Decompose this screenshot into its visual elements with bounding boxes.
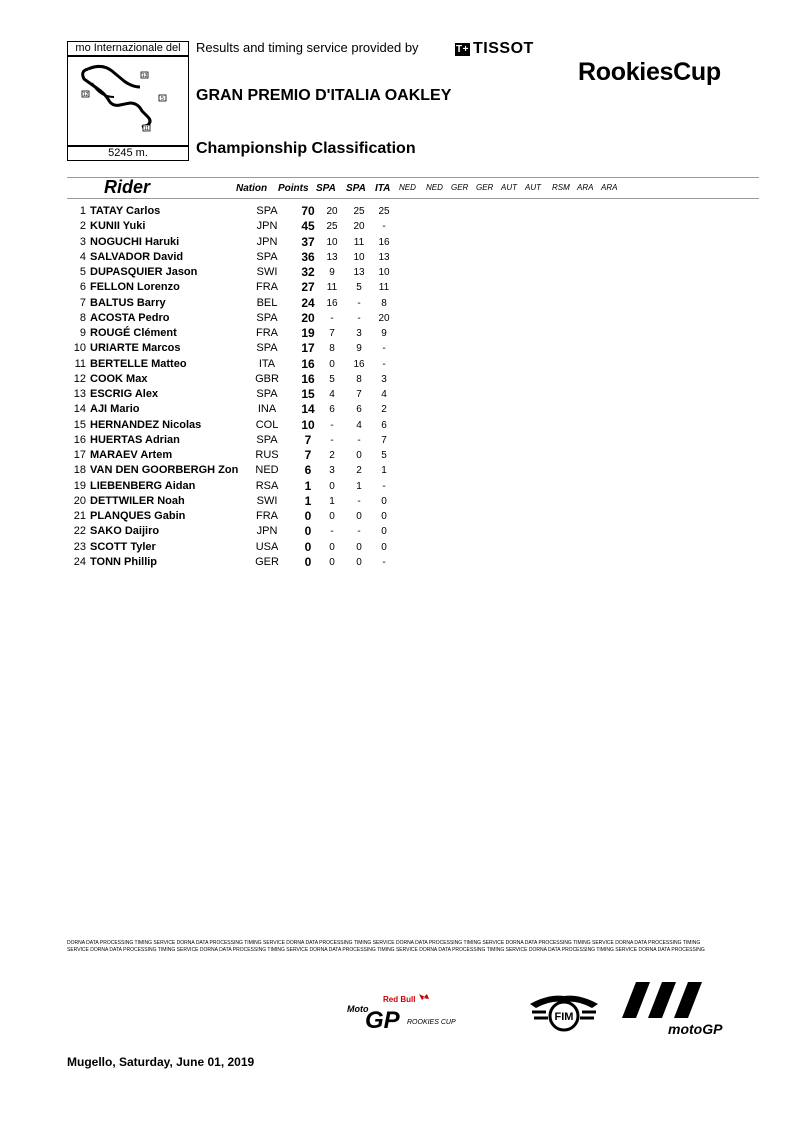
rider-name: SALVADOR David <box>90 250 184 263</box>
rider-position: 21 <box>73 510 86 522</box>
rider-nation: FRA <box>256 281 278 294</box>
race-points: 4 <box>356 419 362 431</box>
race-points: 8 <box>356 373 362 385</box>
table-row <box>0 296 800 311</box>
race-points: 5 <box>381 450 387 461</box>
rider-nation: FRA <box>256 327 278 339</box>
table-header-bottom-rule <box>67 198 759 199</box>
rider-nation: SPA <box>256 342 278 355</box>
rider-position: 6 <box>79 281 86 294</box>
footer-date: Mugello, Saturday, June 01, 2019 <box>67 1055 255 1069</box>
column-header-race: SPA <box>346 183 366 194</box>
race-points: - <box>357 434 361 446</box>
race-points: 11 <box>353 236 365 248</box>
race-points: 0 <box>329 358 335 370</box>
table-row <box>0 418 800 433</box>
table-header-top-rule <box>67 177 759 178</box>
race-points: 0 <box>356 511 362 522</box>
rider-nation: SPA <box>256 250 278 263</box>
rider-name: NOGUCHI Haruki <box>90 235 180 248</box>
rider-points: 45 <box>301 219 315 234</box>
race-points: 0 <box>381 541 387 553</box>
rider-name: HUERTAS Adrian <box>90 433 180 446</box>
column-header-race: NED <box>399 183 416 192</box>
rider-name: ESCRIG Alex <box>90 388 159 400</box>
race-points: 0 <box>381 526 387 538</box>
rider-position: 2 <box>79 220 86 233</box>
fim-logo <box>528 990 600 1036</box>
table-row <box>0 494 800 509</box>
race-points: 4 <box>381 389 387 400</box>
race-points: - <box>382 480 386 492</box>
table-row <box>0 509 800 524</box>
rider-nation: USA <box>255 540 279 553</box>
column-header-race: SPA <box>316 183 336 194</box>
rider-position: 18 <box>73 464 86 477</box>
table-row <box>0 402 800 417</box>
rider-name: SAKO Daijiro <box>90 525 160 538</box>
rookies-cup-logo <box>345 990 475 1040</box>
race-points: 0 <box>381 511 387 522</box>
race-points: - <box>357 297 361 309</box>
race-points: 4 <box>329 389 335 400</box>
rider-position: 5 <box>79 266 86 278</box>
race-points: - <box>357 526 361 538</box>
race-points: 11 <box>378 282 390 294</box>
series-logo: RookiesCup <box>578 58 721 86</box>
rider-points: 32 <box>301 265 315 279</box>
race-points: - <box>330 434 334 446</box>
rider-name: ACOSTA Pedro <box>90 311 170 324</box>
table-row <box>0 326 800 341</box>
table-row <box>0 540 800 555</box>
race-points: - <box>382 556 386 568</box>
race-points: 0 <box>356 556 362 568</box>
rider-position: 15 <box>73 418 86 431</box>
race-points: 7 <box>329 328 335 339</box>
race-points: 0 <box>329 480 335 492</box>
race-points: 20 <box>378 312 390 324</box>
rider-name: VAN DEN GOORBERGH Zon <box>90 464 239 477</box>
rider-position: 11 <box>74 357 86 370</box>
rider-points: 0 <box>304 524 312 539</box>
race-points: 10 <box>378 267 390 278</box>
table-row <box>0 311 800 326</box>
race-points: 7 <box>381 434 387 446</box>
race-points: 2 <box>329 450 335 461</box>
column-header-race: NED <box>426 183 443 192</box>
rider-nation: JPN <box>256 220 278 233</box>
disclaimer-text: DORNA DATA PROCESSING TIMING SERVICE DORNA DATA PROCESSING TIMING SERVICE DORNA DATA PROCESSING TIMING SERVICE DORNA DATA PROCESSING TIMING SERVICE DORNA DATA PROCESSING TIMING SERVICE DORNA DATA PROCESSING TIMING SERVICE DORNA DATA PROCESSING TIMING SERVICE DORNA DATA PROCESSING TIMING SERVICE DORNA DATA PROCESSING TIMING SERVICE DORNA DATA PROCESSING TIMING SERVICE DORNA DATA PROCESSING TIMING SERVICE DORNA DATA PROCESSING <box>67 940 705 953</box>
rider-nation: NED <box>255 464 279 477</box>
motogp-logo <box>622 978 730 1038</box>
race-points: 10 <box>326 236 338 248</box>
rider-nation: RSA <box>255 479 279 492</box>
race-points: - <box>382 358 386 370</box>
rider-name: COOK Max <box>90 372 148 385</box>
rider-name: DETTWILER Noah <box>90 494 185 507</box>
rider-position: 19 <box>73 479 86 492</box>
rider-points: 7 <box>304 448 312 462</box>
rider-points: 16 <box>301 356 315 371</box>
race-points: 13 <box>378 251 390 263</box>
table-row <box>0 433 800 448</box>
race-points: 3 <box>329 465 335 477</box>
rider-nation: BEL <box>256 296 278 309</box>
rider-nation: SPA <box>256 311 278 324</box>
rider-position: 17 <box>73 449 86 461</box>
rider-nation: SPA <box>256 388 278 400</box>
svg-text:FIM: FIM <box>554 1011 574 1023</box>
rider-points: 0 <box>304 554 312 569</box>
rider-points: 0 <box>304 509 312 523</box>
rider-nation: GBR <box>255 372 279 385</box>
rider-position: 24 <box>73 555 86 568</box>
rider-name: LIEBENBERG Aidan <box>90 479 196 492</box>
column-header-race: ARA <box>577 183 594 192</box>
rider-position: 22 <box>73 525 86 538</box>
table-row <box>0 265 800 280</box>
race-points: - <box>357 312 361 324</box>
tissot-logo <box>455 40 534 58</box>
classification-table <box>0 204 800 570</box>
rider-nation: RUS <box>255 449 279 461</box>
rider-nation: JPN <box>256 525 278 538</box>
rider-position: 20 <box>73 494 86 507</box>
race-points: 16 <box>378 236 390 248</box>
race-points: 0 <box>329 511 335 522</box>
rider-points: 0 <box>304 539 312 554</box>
rider-nation: ITA <box>258 357 276 370</box>
rider-name: ROUGÉ Clément <box>90 327 177 339</box>
race-points: 1 <box>329 495 335 507</box>
race-points: 5 <box>329 373 335 385</box>
rider-position: 13 <box>73 388 86 400</box>
rider-points: 6 <box>304 463 312 478</box>
event-title: GRAN PREMIO D'ITALIA OAKLEY <box>196 87 452 104</box>
column-header-points: Points <box>278 183 309 194</box>
race-points: 10 <box>353 251 365 263</box>
race-points: 8 <box>329 343 335 355</box>
rider-points: 15 <box>301 387 315 401</box>
table-row <box>0 463 800 478</box>
rider-nation: COL <box>255 418 279 431</box>
circuit-track-icon <box>68 57 188 145</box>
column-header-race: ITA <box>375 183 391 194</box>
rider-name: AJI Mario <box>90 403 140 416</box>
rider-nation: SWI <box>256 266 278 278</box>
rider-points: 10 <box>301 417 315 432</box>
circuit-map <box>67 56 189 146</box>
rider-points: 20 <box>301 310 315 325</box>
race-points: 16 <box>326 297 338 309</box>
race-points: 13 <box>353 267 365 278</box>
race-points: - <box>382 221 386 233</box>
svg-text:motoGP: motoGP <box>668 1021 723 1037</box>
table-row <box>0 341 800 356</box>
rider-position: 23 <box>73 540 86 553</box>
column-header-race: AUT <box>525 183 541 192</box>
rider-position: 4 <box>79 250 86 263</box>
race-points: 9 <box>329 267 335 278</box>
rider-points: 7 <box>304 432 312 447</box>
table-row <box>0 357 800 372</box>
rider-points: 37 <box>301 234 315 249</box>
rider-name: FELLON Lorenzo <box>90 281 180 294</box>
tissot-cross-icon: T+ <box>456 44 469 55</box>
rider-nation: INA <box>257 403 277 416</box>
svg-text:GP: GP <box>365 1007 400 1034</box>
timing-service-text: Results and timing service provided by <box>196 40 419 55</box>
race-points: 16 <box>353 358 365 370</box>
column-header-race: ARA <box>601 183 618 192</box>
corner-label: 5 <box>161 96 164 102</box>
tissot-brand: TISSOT <box>473 40 534 57</box>
rider-position: 1 <box>79 205 86 217</box>
race-points: 2 <box>381 404 387 416</box>
rider-nation: GER <box>255 555 279 568</box>
rider-position: 12 <box>73 372 86 385</box>
rider-points: 1 <box>304 478 312 493</box>
table-row <box>0 250 800 265</box>
race-points: 7 <box>356 389 362 400</box>
rider-points: 14 <box>301 402 315 417</box>
rider-name: TONN Phillip <box>90 555 158 568</box>
rider-name: PLANQUES Gabin <box>90 510 186 522</box>
column-header-race: GER <box>476 183 494 192</box>
column-header-nation: Nation <box>236 183 268 194</box>
table-row <box>0 372 800 387</box>
race-points: 0 <box>356 541 362 553</box>
race-points: 25 <box>353 206 365 217</box>
rider-points: 24 <box>301 295 315 310</box>
race-points: - <box>330 419 334 431</box>
rider-nation: SPA <box>256 433 278 446</box>
race-points: 0 <box>329 541 335 553</box>
race-points: 0 <box>329 556 335 568</box>
race-points: - <box>330 526 334 538</box>
race-points: 1 <box>356 480 362 492</box>
table-row <box>0 448 800 463</box>
svg-text:ROOKIES CUP: ROOKIES CUP <box>407 1019 456 1026</box>
race-points: 20 <box>353 221 365 233</box>
race-points: 25 <box>378 206 390 217</box>
race-points: 6 <box>356 404 362 416</box>
rider-name: MARAEV Artem <box>90 449 173 461</box>
column-header-race: RSM <box>552 183 570 192</box>
corner-label: 13 <box>141 73 148 79</box>
svg-text:Red Bull: Red Bull <box>383 995 416 1004</box>
race-points: 6 <box>329 404 335 416</box>
table-row <box>0 204 800 219</box>
rider-points: 17 <box>301 341 315 356</box>
race-points: - <box>330 312 334 324</box>
svg-text:Moto: Moto <box>347 1004 369 1014</box>
rider-name: SCOTT Tyler <box>90 540 156 553</box>
rider-points: 27 <box>301 280 315 295</box>
race-points: 0 <box>381 495 387 507</box>
race-points: 1 <box>381 465 387 477</box>
rider-position: 7 <box>79 296 86 309</box>
rider-points: 70 <box>301 204 315 218</box>
rider-points: 19 <box>301 326 315 340</box>
corner-label: 11 <box>143 126 150 132</box>
column-header-race: GER <box>451 183 469 192</box>
rider-nation: SWI <box>256 494 278 507</box>
table-row <box>0 219 800 234</box>
rider-nation: SPA <box>256 205 278 217</box>
rider-name: TATAY Carlos <box>90 205 161 217</box>
race-points: 5 <box>356 282 362 294</box>
rider-position: 3 <box>79 235 86 248</box>
race-points: - <box>357 495 361 507</box>
circuit-name: mo Internazionale del <box>67 41 189 56</box>
race-points: 9 <box>381 328 387 339</box>
rider-nation: FRA <box>256 510 278 522</box>
rider-name: BALTUS Barry <box>90 296 166 309</box>
race-points: 13 <box>326 251 338 263</box>
column-header-race: AUT <box>501 183 517 192</box>
table-row <box>0 479 800 494</box>
column-header-rider: Rider <box>104 177 151 197</box>
race-points: 11 <box>326 282 338 294</box>
rider-name: BERTELLE Matteo <box>90 357 187 370</box>
table-row <box>0 555 800 570</box>
table-row <box>0 235 800 250</box>
table-row <box>0 280 800 295</box>
rider-name: HERNANDEZ Nicolas <box>90 418 202 431</box>
rider-position: 8 <box>79 311 86 324</box>
race-points: 3 <box>356 328 362 339</box>
corner-label: 12 <box>82 92 89 98</box>
race-points: 6 <box>381 419 387 431</box>
table-row <box>0 524 800 539</box>
race-points: 9 <box>356 343 362 355</box>
rider-position: 16 <box>73 433 86 446</box>
race-points: 25 <box>326 221 338 233</box>
circuit-length: 5245 m. <box>67 146 189 161</box>
table-row <box>0 387 800 402</box>
race-points: 20 <box>326 206 338 217</box>
rider-name: DUPASQUIER Jason <box>90 266 198 278</box>
race-points: 8 <box>381 297 387 309</box>
rider-name: KUNII Yuki <box>90 220 146 233</box>
rider-position: 9 <box>79 327 86 339</box>
rider-points: 1 <box>304 493 312 508</box>
rider-position: 10 <box>73 342 86 355</box>
race-points: - <box>382 343 386 355</box>
race-points: 0 <box>356 450 362 461</box>
rider-points: 16 <box>301 371 315 386</box>
race-points: 2 <box>356 465 362 477</box>
rider-points: 36 <box>301 249 315 264</box>
rider-nation: JPN <box>256 235 278 248</box>
classification-title: Championship Classification <box>196 140 416 157</box>
race-points: 3 <box>381 373 387 385</box>
rider-name: URIARTE Marcos <box>90 342 181 355</box>
rider-position: 14 <box>73 403 86 416</box>
